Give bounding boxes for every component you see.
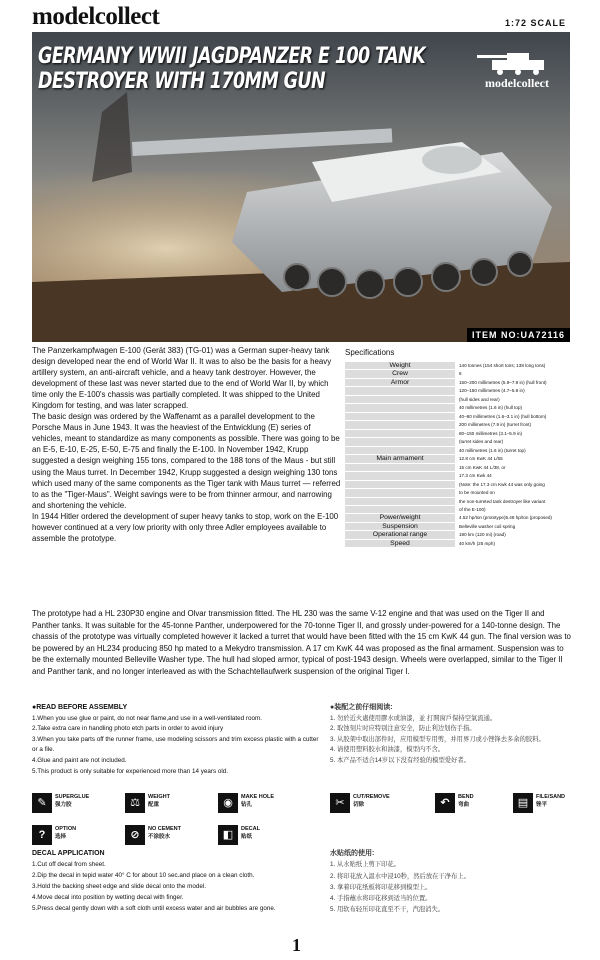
decal-title-cn: 水贴纸的使用: — [330, 850, 375, 857]
instruction-item: 1.When you use glue or paint, do not near flame,and use in a well-ventilated room. — [32, 714, 262, 722]
spec-value: of the E-100) — [459, 506, 486, 512]
spec-row — [345, 540, 573, 548]
no-cement-icon: ⊘ — [125, 825, 145, 845]
decal-step: 5.Press decal gently down with a soft cloth until excess water and air bubbles are gone. — [32, 905, 276, 912]
instruction-item: 4.Glue and paint are not included. — [32, 756, 127, 764]
file-icon: ▤ — [513, 793, 533, 813]
spec-label — [345, 498, 455, 506]
spec-label — [345, 472, 455, 480]
spec-value: 200 millimetres (7.9 in) (turret front) — [459, 422, 531, 428]
spec-label: Armor — [345, 379, 455, 387]
spec-value: (hull sides and rear) — [459, 396, 500, 402]
make-hole-legend: ◉ MAKE HOLE 钻孔 — [218, 793, 274, 813]
spec-row — [345, 370, 573, 378]
decal-application-en — [32, 848, 322, 914]
decal-step-cn: 4. 手指蘸水将印花移到适当的位置。 — [330, 895, 432, 903]
spec-row — [345, 438, 573, 446]
spec-label — [345, 430, 455, 438]
spec-label: Main armament — [345, 455, 455, 463]
product-title: GERMANY WWII JAGDPANZER E 100 TANK DESTROYER WITH 170MM GUN — [38, 44, 426, 94]
brand-tank-logo — [472, 46, 562, 94]
spec-row — [345, 531, 573, 539]
decal-icon: ◧ — [218, 825, 238, 845]
file-sand-legend: ▤ FILE/SAND 锉平 — [513, 793, 565, 813]
decal-step-cn: 3. 拿着印花纸板将印花移到模型上。 — [330, 883, 432, 891]
instruction-item: 3.When you take parts off the runner frame, use modeling scissors and trim excess plastic with a cutter or a file. — [32, 735, 319, 754]
spec-row — [345, 472, 573, 480]
specifications-table — [345, 362, 573, 548]
scale-label: 1:72 SCALE — [504, 18, 566, 28]
spec-row — [345, 404, 573, 412]
spec-row — [345, 362, 573, 370]
spec-value: 120–150 millimetres (4.7–5.9 in) — [459, 388, 525, 394]
spec-row — [345, 396, 573, 404]
decal-title: DECAL APPLICATION — [32, 850, 105, 857]
spec-label: Operational range — [345, 531, 455, 539]
spec-label — [345, 489, 455, 497]
spec-row — [345, 387, 573, 395]
decal-step-cn: 1. 从水贴纸上剪下印花。 — [330, 861, 400, 869]
decal-step: 3.Hold the backing sheet edge and slide decal onto the model. — [32, 883, 206, 890]
spec-label — [345, 396, 455, 404]
spec-value: 40–80 millimetres (1.6–3.1 in) (hull bottom) — [459, 413, 547, 419]
instruction-item-cn: 2. 取蚀刻片时应特别注意安全，防止利边划伤手指。 — [330, 725, 476, 733]
spec-row — [345, 464, 573, 472]
description-wide: The prototype had a HL 230P30 engine and Olvar transmission fitted. The HL 230 was the same V-12 engine and that was used on the Tiger II and Panther tanks. It was suitable for the 45-tonne Panther, underpowered for the 70-tonne Tiger II, and grossly under-powered for a 140-tonne design. The chassis of the prototype was virtually completed however it lacked a turret that would have been fitted with the 15 cm KwK 44 gun. The final version was to be powered by an HL234 producing 850 hp mated to a Mekydro transmission. A 17 cm KwK 44 was proposed as the final armament. Suspension was to be the externally mounted Belleville Washer type. The hull had sloped armor, typical of post-1943 design. Wheels were overlapped, similar to the Tiger II and Panther tank, and no longer interleaved as with the Schachtellaufwerk suspension of the original Tiger I. — [32, 609, 571, 676]
spec-label — [345, 413, 455, 421]
read-before-title-cn: ●装配之前仔细阅读: — [330, 704, 393, 711]
bend-legend: ↶ BEND 弯曲 — [435, 793, 474, 813]
spec-value: 4.52 hp/ton (prototype)5.48 hp/ton (proposed) — [459, 515, 552, 521]
spec-label: Crew — [345, 370, 455, 378]
instruction-item-cn: 4. 请使用塑料胶水和油漆，模型内不含。 — [330, 746, 445, 754]
description-paragraph: The Panzerkampfwagen E-100 (Gerät 383) (TG-01) was a German super-heavy tank design developed near the end of World War II. It was to also be the basis for a heavy artillery system, an anti-aircraft vehicle, and a heavy tank destroyer. However, the development of these last was never started due to the end of World War II, by which time only the E-100's chassis was partially completed. It was shipped to the United Kingdom for testing, and was later scrapped. — [32, 346, 332, 411]
drill-icon: ◉ — [218, 793, 238, 813]
instruction-item-cn: 3. 从胶架中取出部件时，应用模型专用剪，并用界刀或小锉锋去多余的胶料。 — [330, 735, 545, 743]
spec-value: the non-turreted tank destroyer like variant — [459, 498, 546, 504]
decal-application-cn — [330, 848, 570, 916]
spec-label — [345, 404, 455, 412]
spec-value: to be mounted on — [459, 490, 495, 496]
spec-value: (Note: the 17.3 cm Kwk 44 was only going — [459, 481, 545, 487]
spec-row — [345, 498, 573, 506]
spec-value: (turret sides and rear) — [459, 439, 504, 445]
read-before-assembly-cn — [330, 703, 570, 767]
instruction-item: 5.This product is only suitable for experienced more than 14 years old. — [32, 767, 229, 775]
spec-row — [345, 447, 573, 455]
spec-row — [345, 379, 573, 387]
decal-step-cn: 5. 用软布轻压印花直至不干，汽泡消失。 — [330, 906, 445, 914]
cut-icon: ✂ — [330, 793, 350, 813]
spec-label: Speed — [345, 540, 455, 548]
hero-image — [32, 32, 570, 342]
spec-value: 12.8 cm KwK 44 L/55 — [459, 456, 503, 462]
spec-value: 190 km (120 mi) (road) — [459, 532, 506, 538]
superglue-legend: ✎ SUPERGLUE 强力胶 — [32, 793, 89, 813]
description-paragraph: The basic design was ordered by the Waffenamt as a parallel development to the Porsche Maus in June 1943. It was the heaviest of the Entwicklung (E) series of vehicles, meant to standardize as many components as possible. There was going to be an E-5, E-10, E-25, E-50, E-75 and finally the E-100. In November 1942, Krupp suggested a design weighing 155 tons, compared to the 188 tons of the Maus - but still using the Maus turret. In December 1942, Krupp suggested a design weighing 130 tons which used many of the same components as the Tiger tank with Maus turret — referred to as the "Tiger-Maus". Weight savings were to be from thinner armour, and narrowing and shortening the vehicle. — [32, 412, 341, 510]
spec-value: 6 — [459, 371, 462, 377]
decal-legend: ◧ DECAL 贴纸 — [218, 825, 260, 845]
superglue-icon: ✎ — [32, 793, 52, 813]
instruction-item-cn: 5. 本产品不适合14岁以下没有经验的模型爱好者。 — [330, 756, 470, 764]
decal-step: 1.Cut off decal from sheet. — [32, 861, 106, 868]
spec-label — [345, 464, 455, 472]
brand-logo: modelcollect — [32, 3, 160, 30]
spec-value: 40 millimetres (1.6 in) (hull top) — [459, 405, 523, 411]
spec-label — [345, 438, 455, 446]
spec-label: Suspension — [345, 523, 455, 531]
instruction-item: 2.Take extra care in handling photo etch parts in order to avoid injury — [32, 725, 224, 733]
spec-value: 17.3 cm Kwk 44 — [459, 473, 492, 479]
spec-row — [345, 523, 573, 531]
spec-label — [345, 447, 455, 455]
spec-row — [345, 421, 573, 429]
weight-legend: ⚖ WEIGHT 配重 — [125, 793, 170, 813]
spec-value: 15 cm KwK 44 L/38, or — [459, 464, 506, 470]
spec-value: 40 millimetres (1.6 in) (turret top) — [459, 447, 526, 453]
cut-remove-legend: ✂ CUT/REMOVE 切除 — [330, 793, 390, 813]
page-number: 1 — [292, 935, 301, 955]
spec-label — [345, 387, 455, 395]
instruction-item-cn: 1. 勿於近火處使用膠水或油漆，並 打開窗戶保持空氣流通。 — [330, 714, 497, 722]
spec-label — [345, 506, 455, 514]
spec-value: 140 tonnes (154 short tons; 138 long tons) — [459, 363, 546, 368]
decal-step-cn: 2. 将印花放入温水中浸10秒，然后放在干净布上。 — [330, 872, 470, 880]
spec-label — [345, 421, 455, 429]
option-legend: ? OPTION 选择 — [32, 825, 76, 845]
spec-row — [345, 455, 573, 463]
weight-icon: ⚖ — [125, 793, 145, 813]
decal-step: 4.Move decal into position by wetting decal with finger. — [32, 894, 184, 901]
spec-label: Weight — [345, 362, 455, 370]
specifications-title: Specifications — [345, 348, 395, 357]
spec-value: Belleville washer coil spring — [459, 523, 516, 529]
option-icon: ? — [32, 825, 52, 845]
bend-icon: ↶ — [435, 793, 455, 813]
read-before-assembly-en — [32, 703, 322, 777]
logo-text: modelcollect — [485, 76, 549, 90]
spec-row — [345, 506, 573, 514]
decal-step: 2.Dip the decal in tepid water 40° C for about 10 sec.and place on a clean cloth. — [32, 872, 255, 879]
spec-row — [345, 413, 573, 421]
spec-value: 80–150 millimetres (3.1–5.9 in) — [459, 430, 523, 436]
spec-value: 150–200 millimetres (5.9–7.9 in) (hull front) — [459, 379, 547, 385]
spec-row — [345, 430, 573, 438]
spec-row — [345, 481, 573, 489]
tank-logo-icon — [472, 46, 562, 76]
item-number: ITEM NO:UA72116 — [467, 328, 570, 342]
spec-row — [345, 514, 573, 522]
no-cement-legend: ⊘ NO CEMENT 不涂胶水 — [125, 825, 181, 845]
spec-label — [345, 481, 455, 489]
spec-label: Power/weight — [345, 514, 455, 522]
read-before-title: ●READ BEFORE ASSEMBLY — [32, 704, 128, 711]
description-text — [32, 345, 342, 544]
spec-row — [345, 489, 573, 497]
spec-value: 40 km/h (25 mph) — [459, 540, 495, 546]
description-paragraph: In 1944 Hitler ordered the development of super heavy tanks to stop, work on the E-100 however continued at a very low priority with only three Adler employees available to assemble the prototype. — [32, 511, 339, 543]
